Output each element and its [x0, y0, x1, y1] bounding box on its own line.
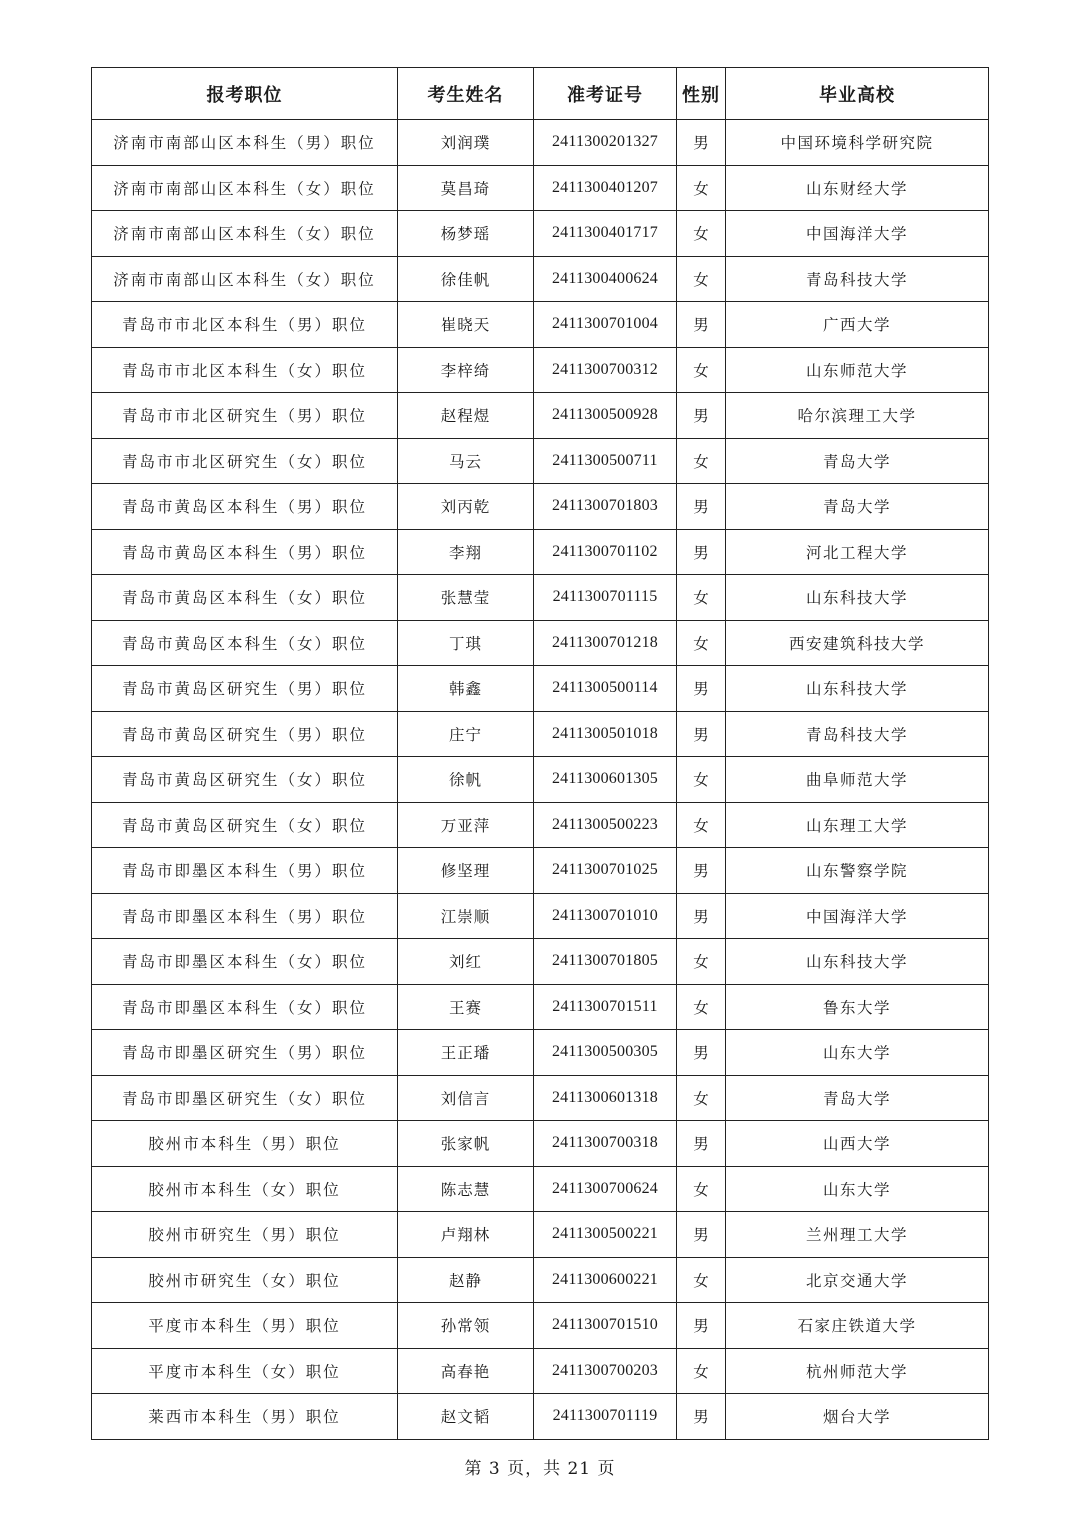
- cell-gender: 男: [677, 1212, 726, 1258]
- cell-exam-id: 2411300700318: [534, 1121, 677, 1167]
- cell-gender: 女: [677, 1075, 726, 1121]
- cell-position: 青岛市即墨区本科生（男）职位: [92, 893, 398, 939]
- table-row: [92, 939, 989, 985]
- cell-exam-id: 2411300701025: [534, 848, 677, 894]
- cell-exam-id: 2411300600221: [534, 1257, 677, 1303]
- cell-position: 青岛市黄岛区研究生（女）职位: [92, 757, 398, 803]
- cell-exam-id: 2411300601305: [534, 757, 677, 803]
- cell-exam-id: 2411300701218: [534, 620, 677, 666]
- cell-gender: 女: [677, 438, 726, 484]
- cell-exam-id: 2411300201327: [534, 120, 677, 166]
- cell-school: 青岛科技大学: [726, 711, 989, 757]
- cell-gender: 女: [677, 757, 726, 803]
- cell-school: 山东大学: [726, 1166, 989, 1212]
- cell-school: 青岛大学: [726, 1075, 989, 1121]
- table-row: [92, 1303, 989, 1349]
- cell-exam-id: 2411300500223: [534, 802, 677, 848]
- cell-exam-id: 2411300701510: [534, 1303, 677, 1349]
- cell-school: 青岛大学: [726, 438, 989, 484]
- cell-name: 杨梦瑶: [398, 211, 534, 257]
- table-row: [92, 1121, 989, 1167]
- cell-gender: 女: [677, 620, 726, 666]
- cell-name: 刘红: [398, 939, 534, 985]
- cell-name: 李翔: [398, 529, 534, 575]
- cell-gender: 男: [677, 1121, 726, 1167]
- table-row: [92, 711, 989, 757]
- table-row: [92, 1030, 989, 1076]
- cell-exam-id: 2411300701102: [534, 529, 677, 575]
- cell-exam-id: 2411300401717: [534, 211, 677, 257]
- table-row: [92, 893, 989, 939]
- cell-school: 西安建筑科技大学: [726, 620, 989, 666]
- header-exam-id: 准考证号: [534, 68, 677, 120]
- cell-position: 青岛市黄岛区研究生（男）职位: [92, 711, 398, 757]
- cell-position: 平度市本科生（女）职位: [92, 1348, 398, 1394]
- cell-position: 济南市南部山区本科生（女）职位: [92, 211, 398, 257]
- cell-school: 山东大学: [726, 1030, 989, 1076]
- cell-name: 王正璠: [398, 1030, 534, 1076]
- cell-school: 山西大学: [726, 1121, 989, 1167]
- cell-position: 青岛市市北区本科生（女）职位: [92, 347, 398, 393]
- cell-name: 李梓绮: [398, 347, 534, 393]
- table-row: [92, 211, 989, 257]
- cell-gender: 女: [677, 1257, 726, 1303]
- cell-school: 烟台大学: [726, 1394, 989, 1440]
- cell-exam-id: 2411300701010: [534, 893, 677, 939]
- cell-position: 青岛市即墨区本科生（女）职位: [92, 984, 398, 1030]
- cell-position: 青岛市黄岛区研究生（女）职位: [92, 802, 398, 848]
- cell-name: 丁琪: [398, 620, 534, 666]
- cell-gender: 男: [677, 848, 726, 894]
- cell-gender: 男: [677, 529, 726, 575]
- cell-gender: 女: [677, 347, 726, 393]
- cell-name: 赵程煜: [398, 393, 534, 439]
- cell-position: 胶州市研究生（女）职位: [92, 1257, 398, 1303]
- cell-school: 中国海洋大学: [726, 211, 989, 257]
- table-row: [92, 438, 989, 484]
- cell-gender: 女: [677, 211, 726, 257]
- table-row: [92, 984, 989, 1030]
- cell-gender: 男: [677, 711, 726, 757]
- cell-exam-id: 2411300701511: [534, 984, 677, 1030]
- cell-gender: 男: [677, 484, 726, 530]
- cell-school: 中国环境科学研究院: [726, 120, 989, 166]
- cell-position: 平度市本科生（男）职位: [92, 1303, 398, 1349]
- cell-school: 山东科技大学: [726, 666, 989, 712]
- cell-position: 济南市南部山区本科生（男）职位: [92, 120, 398, 166]
- cell-name: 孙常领: [398, 1303, 534, 1349]
- table-row: [92, 302, 989, 348]
- cell-school: 河北工程大学: [726, 529, 989, 575]
- cell-position: 胶州市本科生（女）职位: [92, 1166, 398, 1212]
- table-row: [92, 1212, 989, 1258]
- cell-gender: 男: [677, 1394, 726, 1440]
- cell-exam-id: 2411300500928: [534, 393, 677, 439]
- cell-exam-id: 2411300701805: [534, 939, 677, 985]
- table-row: [92, 1075, 989, 1121]
- table-header: [92, 68, 989, 120]
- cell-name: 江崇顺: [398, 893, 534, 939]
- cell-name: 刘丙乾: [398, 484, 534, 530]
- cell-position: 青岛市黄岛区研究生（男）职位: [92, 666, 398, 712]
- cell-gender: 女: [677, 939, 726, 985]
- cell-gender: 男: [677, 393, 726, 439]
- cell-school: 曲阜师范大学: [726, 757, 989, 803]
- table-body: [92, 120, 989, 1440]
- cell-school: 山东理工大学: [726, 802, 989, 848]
- cell-position: 青岛市黄岛区本科生（男）职位: [92, 484, 398, 530]
- table-row: [92, 1348, 989, 1394]
- cell-position: 青岛市黄岛区本科生（男）职位: [92, 529, 398, 575]
- table-row: [92, 848, 989, 894]
- table-row: [92, 393, 989, 439]
- cell-name: 莫昌琦: [398, 165, 534, 211]
- cell-name: 万亚萍: [398, 802, 534, 848]
- cell-exam-id: 2411300501018: [534, 711, 677, 757]
- cell-name: 庄宁: [398, 711, 534, 757]
- cell-school: 中国海洋大学: [726, 893, 989, 939]
- cell-exam-id: 2411300701004: [534, 302, 677, 348]
- cell-school: 山东警察学院: [726, 848, 989, 894]
- cell-position: 青岛市即墨区研究生（男）职位: [92, 1030, 398, 1076]
- cell-exam-id: 2411300701803: [534, 484, 677, 530]
- table-row: [92, 757, 989, 803]
- cell-school: 石家庄铁道大学: [726, 1303, 989, 1349]
- cell-name: 马云: [398, 438, 534, 484]
- header-gender: 性别: [677, 68, 726, 120]
- cell-position: 青岛市黄岛区本科生（女）职位: [92, 575, 398, 621]
- cell-exam-id: 2411300701119: [534, 1394, 677, 1440]
- cell-exam-id: 2411300500114: [534, 666, 677, 712]
- cell-gender: 女: [677, 1348, 726, 1394]
- cell-exam-id: 2411300701115: [534, 575, 677, 621]
- table-row: [92, 1166, 989, 1212]
- cell-school: 山东科技大学: [726, 575, 989, 621]
- cell-gender: 男: [677, 1303, 726, 1349]
- table-row: [92, 1394, 989, 1440]
- cell-exam-id: 2411300601318: [534, 1075, 677, 1121]
- cell-gender: 女: [677, 575, 726, 621]
- cell-gender: 女: [677, 165, 726, 211]
- cell-position: 青岛市市北区本科生（男）职位: [92, 302, 398, 348]
- cell-school: 广西大学: [726, 302, 989, 348]
- cell-name: 韩鑫: [398, 666, 534, 712]
- cell-name: 赵静: [398, 1257, 534, 1303]
- cell-exam-id: 2411300400624: [534, 256, 677, 302]
- cell-school: 兰州理工大学: [726, 1212, 989, 1258]
- cell-position: 青岛市市北区研究生（男）职位: [92, 393, 398, 439]
- cell-position: 胶州市研究生（男）职位: [92, 1212, 398, 1258]
- cell-name: 修坚理: [398, 848, 534, 894]
- cell-name: 卢翔林: [398, 1212, 534, 1258]
- cell-gender: 男: [677, 302, 726, 348]
- cell-position: 青岛市市北区研究生（女）职位: [92, 438, 398, 484]
- header-position: 报考职位: [92, 68, 398, 120]
- cell-name: 徐佳帆: [398, 256, 534, 302]
- cell-exam-id: 2411300500221: [534, 1212, 677, 1258]
- cell-gender: 女: [677, 256, 726, 302]
- cell-exam-id: 2411300500711: [534, 438, 677, 484]
- cell-gender: 女: [677, 984, 726, 1030]
- table-row: [92, 120, 989, 166]
- cell-name: 徐帆: [398, 757, 534, 803]
- cell-name: 高春艳: [398, 1348, 534, 1394]
- cell-gender: 男: [677, 120, 726, 166]
- cell-school: 北京交通大学: [726, 1257, 989, 1303]
- cell-position: 青岛市即墨区本科生（女）职位: [92, 939, 398, 985]
- header-name: 考生姓名: [398, 68, 534, 120]
- cell-name: 王赛: [398, 984, 534, 1030]
- table-row: [92, 1257, 989, 1303]
- cell-gender: 男: [677, 1030, 726, 1076]
- table-row: [92, 666, 989, 712]
- cell-school: 青岛科技大学: [726, 256, 989, 302]
- cell-gender: 男: [677, 893, 726, 939]
- cell-name: 刘信言: [398, 1075, 534, 1121]
- candidate-table: [91, 67, 989, 1440]
- table-row: [92, 802, 989, 848]
- cell-exam-id: 2411300401207: [534, 165, 677, 211]
- cell-exam-id: 2411300700203: [534, 1348, 677, 1394]
- cell-name: 陈志慧: [398, 1166, 534, 1212]
- cell-school: 杭州师范大学: [726, 1348, 989, 1394]
- cell-position: 青岛市即墨区研究生（女）职位: [92, 1075, 398, 1121]
- table-row: [92, 256, 989, 302]
- cell-position: 青岛市即墨区本科生（男）职位: [92, 848, 398, 894]
- cell-gender: 男: [677, 666, 726, 712]
- cell-name: 崔晓天: [398, 302, 534, 348]
- cell-name: 赵文韬: [398, 1394, 534, 1440]
- table-row: [92, 529, 989, 575]
- table-row: [92, 484, 989, 530]
- cell-name: 张慧莹: [398, 575, 534, 621]
- cell-gender: 女: [677, 1166, 726, 1212]
- cell-school: 山东财经大学: [726, 165, 989, 211]
- cell-name: 张家帆: [398, 1121, 534, 1167]
- page-number: 第 3 页，共 21 页: [464, 1459, 616, 1479]
- cell-exam-id: 2411300700312: [534, 347, 677, 393]
- cell-position: 济南市南部山区本科生（女）职位: [92, 256, 398, 302]
- table-row: [92, 620, 989, 666]
- cell-name: 刘润璞: [398, 120, 534, 166]
- cell-position: 胶州市本科生（男）职位: [92, 1121, 398, 1167]
- cell-position: 青岛市黄岛区本科生（女）职位: [92, 620, 398, 666]
- table-row: [92, 575, 989, 621]
- cell-school: 山东师范大学: [726, 347, 989, 393]
- cell-school: 山东科技大学: [726, 939, 989, 985]
- cell-school: 鲁东大学: [726, 984, 989, 1030]
- table-row: [92, 165, 989, 211]
- cell-exam-id: 2411300500305: [534, 1030, 677, 1076]
- table-row: [92, 347, 989, 393]
- cell-position: 莱西市本科生（男）职位: [92, 1394, 398, 1440]
- cell-position: 济南市南部山区本科生（女）职位: [92, 165, 398, 211]
- cell-exam-id: 2411300700624: [534, 1166, 677, 1212]
- cell-school: 青岛大学: [726, 484, 989, 530]
- header-row: [92, 68, 989, 120]
- cell-school: 哈尔滨理工大学: [726, 393, 989, 439]
- cell-gender: 女: [677, 802, 726, 848]
- header-school: 毕业高校: [726, 68, 989, 120]
